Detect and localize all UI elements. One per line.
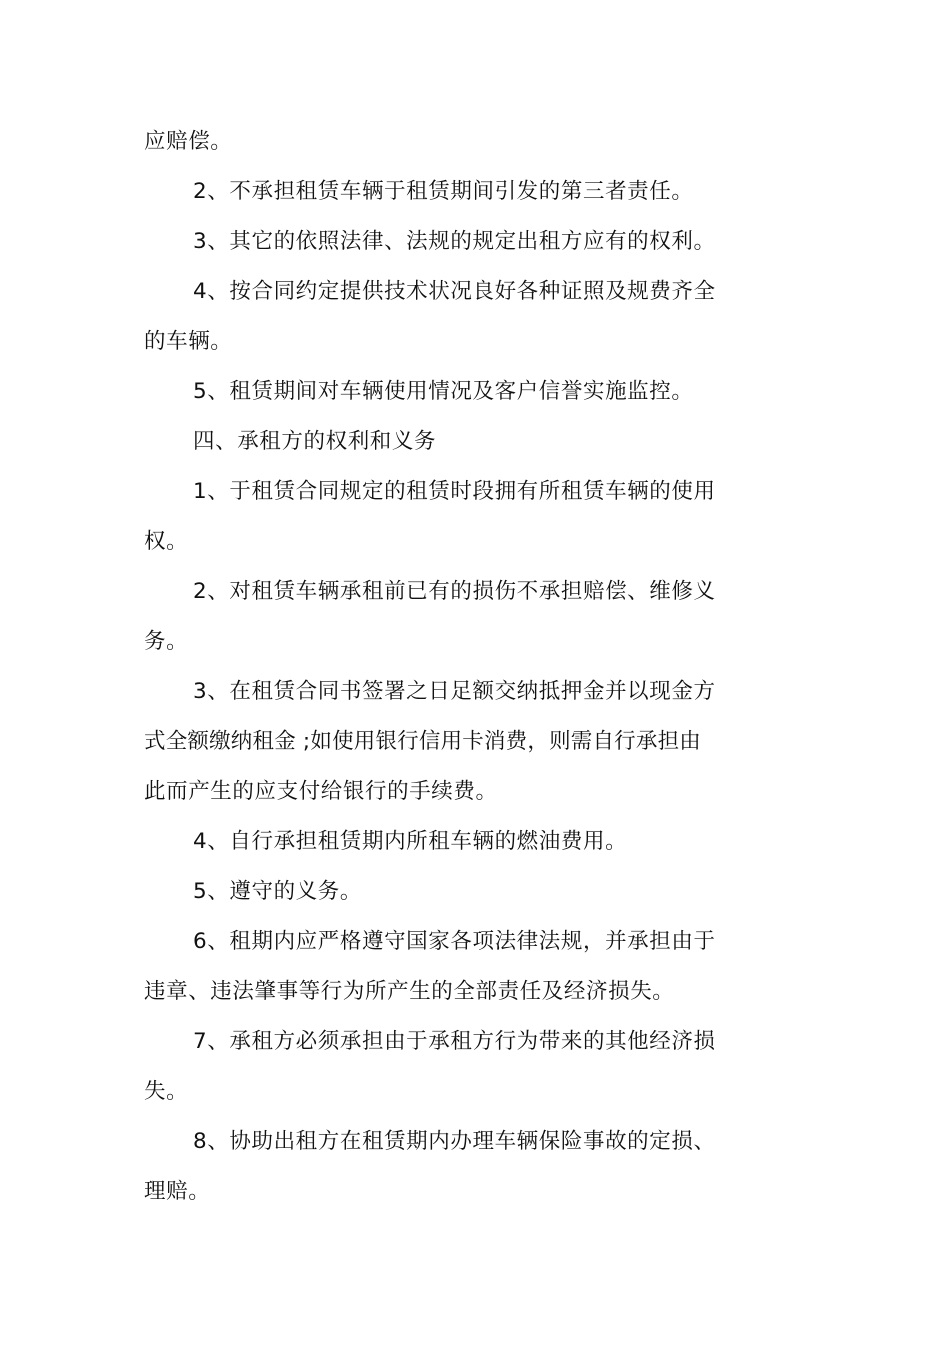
- text-line: 的车辆。: [144, 329, 233, 354]
- text-line: 6、租期内应严格遵守国家各项法律法规，并承担由于: [193, 929, 716, 954]
- text-line: 式全额缴纳租金 ;如使用银行信用卡消费，则需自行承担由: [144, 729, 701, 754]
- text-line: 务。: [144, 629, 189, 654]
- text-line: 7、承租方必须承担由于承租方行为带来的其他经济损: [193, 1029, 716, 1054]
- text-line: 8、协助出租方在租赁期内办理车辆保险事故的定损、: [193, 1129, 716, 1154]
- section-heading: 四、承租方的权利和义务: [193, 429, 437, 454]
- text-line: 理赔。: [144, 1179, 211, 1204]
- text-line: 应赔偿。: [144, 129, 233, 154]
- text-line: 权。: [144, 529, 189, 554]
- text-line: 4、按合同约定提供技术状况良好各种证照及规费齐全: [193, 279, 716, 304]
- text-line: 5、遵守的义务。: [193, 879, 362, 904]
- text-line: 违章、违法肇事等行为所产生的全部责任及经济损失。: [144, 979, 675, 1004]
- text-line: 2、对租赁车辆承租前已有的损伤不承担赔偿、维修义: [193, 579, 716, 604]
- text-line: 5、租赁期间对车辆使用情况及客户信誉实施监控。: [193, 379, 694, 404]
- text-line: 3、其它的依照法律、法规的规定出租方应有的权利。: [193, 229, 716, 254]
- text-line: 2、不承担租赁车辆于租赁期间引发的第三者责任。: [193, 179, 694, 204]
- text-line: 4、自行承担租赁期内所租车辆的燃油费用。: [193, 829, 628, 854]
- text-line: 3、在租赁合同书签署之日足额交纳抵押金并以现金方: [193, 679, 716, 704]
- text-line: 此而产生的应支付给银行的手续费。: [144, 779, 498, 804]
- text-line: 失。: [144, 1079, 189, 1104]
- text-line: 1、于租赁合同规定的租赁时段拥有所租赁车辆的使用: [193, 479, 716, 504]
